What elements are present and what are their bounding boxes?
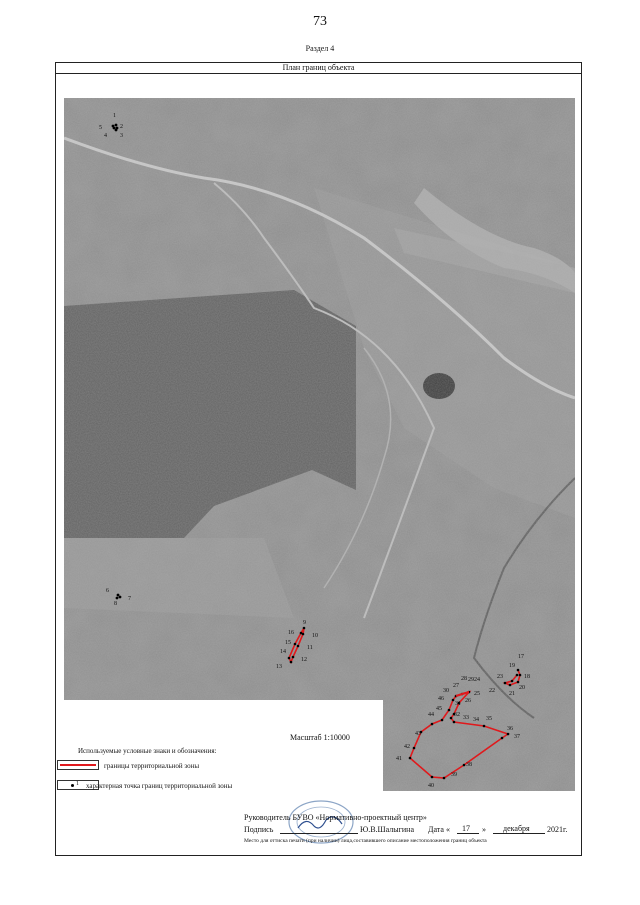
point-label: 5 <box>99 125 102 131</box>
point-label: 13 <box>276 664 282 670</box>
org-line: Руководитель БУВО «Нормативно-проектный центр» <box>244 813 427 822</box>
sign-label: Подпись <box>244 825 274 834</box>
point-label: 33 <box>463 715 469 721</box>
point-label: 16 <box>288 630 294 636</box>
point-label: 9 <box>303 620 306 626</box>
date-month: декабря <box>503 824 530 833</box>
point-label: 37 <box>514 734 520 740</box>
page-number: 73 <box>313 14 327 29</box>
point-label: 43 <box>415 731 421 737</box>
point-label: 20 <box>519 685 525 691</box>
point-label: 26 <box>465 698 471 704</box>
point-label: 1 <box>113 113 116 119</box>
point-label: 3 <box>120 133 123 139</box>
point-label: 46 <box>438 696 444 702</box>
date-year: 2021г. <box>547 825 568 834</box>
point-label: 29 <box>468 677 474 683</box>
point-label: 10 <box>312 633 318 639</box>
point-label: 35 <box>486 716 492 722</box>
signer-name: Ю.В.Шалыгина <box>360 825 415 834</box>
point-label: 44 <box>428 712 434 718</box>
point-label: 32 <box>454 712 460 718</box>
point-label: 30 <box>443 688 449 694</box>
legend-point-number: 1 <box>76 781 79 787</box>
point-label: 18 <box>524 674 530 680</box>
point-label: 19 <box>509 663 515 669</box>
point-label: 42 <box>404 744 410 750</box>
point-label: 17 <box>518 654 524 660</box>
point-label: 39 <box>451 772 457 778</box>
section-label: Раздел 4 <box>305 44 335 53</box>
point-label: 31 <box>455 701 461 707</box>
point-label: 23 <box>497 674 503 680</box>
point-label: 2 <box>120 124 123 130</box>
point-label: 8 <box>114 601 117 607</box>
zone-south-overlay <box>64 98 575 791</box>
point-label: 7 <box>128 596 131 602</box>
point-label: 45 <box>436 706 442 712</box>
point-label: 21 <box>509 691 515 697</box>
date-label: Дата « <box>428 825 450 834</box>
map-scale: Масштаб 1:10000 <box>290 733 350 742</box>
date-day: 17 <box>462 824 470 833</box>
point-label: 12 <box>301 657 307 663</box>
date-close: » <box>482 825 486 834</box>
point-label: 24 <box>474 677 480 683</box>
legend-title: Используемые условные знаки и обозначения: <box>78 747 217 755</box>
frame-title: План границ объекта <box>55 62 582 74</box>
point-label: 38 <box>466 762 472 768</box>
point-label: 27 <box>453 683 459 689</box>
point-label: 25 <box>474 691 480 697</box>
point-label: 40 <box>428 783 434 789</box>
point-label: 41 <box>396 756 402 762</box>
legend-boundary-label: границы территориальной зоны <box>104 762 200 770</box>
point-label: 22 <box>489 688 495 694</box>
point-label: 4 <box>104 133 107 139</box>
stamp-note: Место для оттиска печати (при наличии) лица,составившего описание местоположения границ объекта <box>244 838 487 844</box>
point-label: 28 <box>461 676 467 682</box>
signature-line <box>280 824 358 834</box>
point-label: 36 <box>507 726 513 732</box>
point-label: 34 <box>473 717 479 723</box>
legend-boundary-swatch <box>57 760 99 770</box>
point-label: 11 <box>307 645 313 651</box>
point-label: 14 <box>280 649 286 655</box>
point-label: 6 <box>106 588 109 594</box>
legend-point-label: характерная точка границ территориальной зоны <box>86 782 233 790</box>
point-label: 15 <box>285 640 291 646</box>
